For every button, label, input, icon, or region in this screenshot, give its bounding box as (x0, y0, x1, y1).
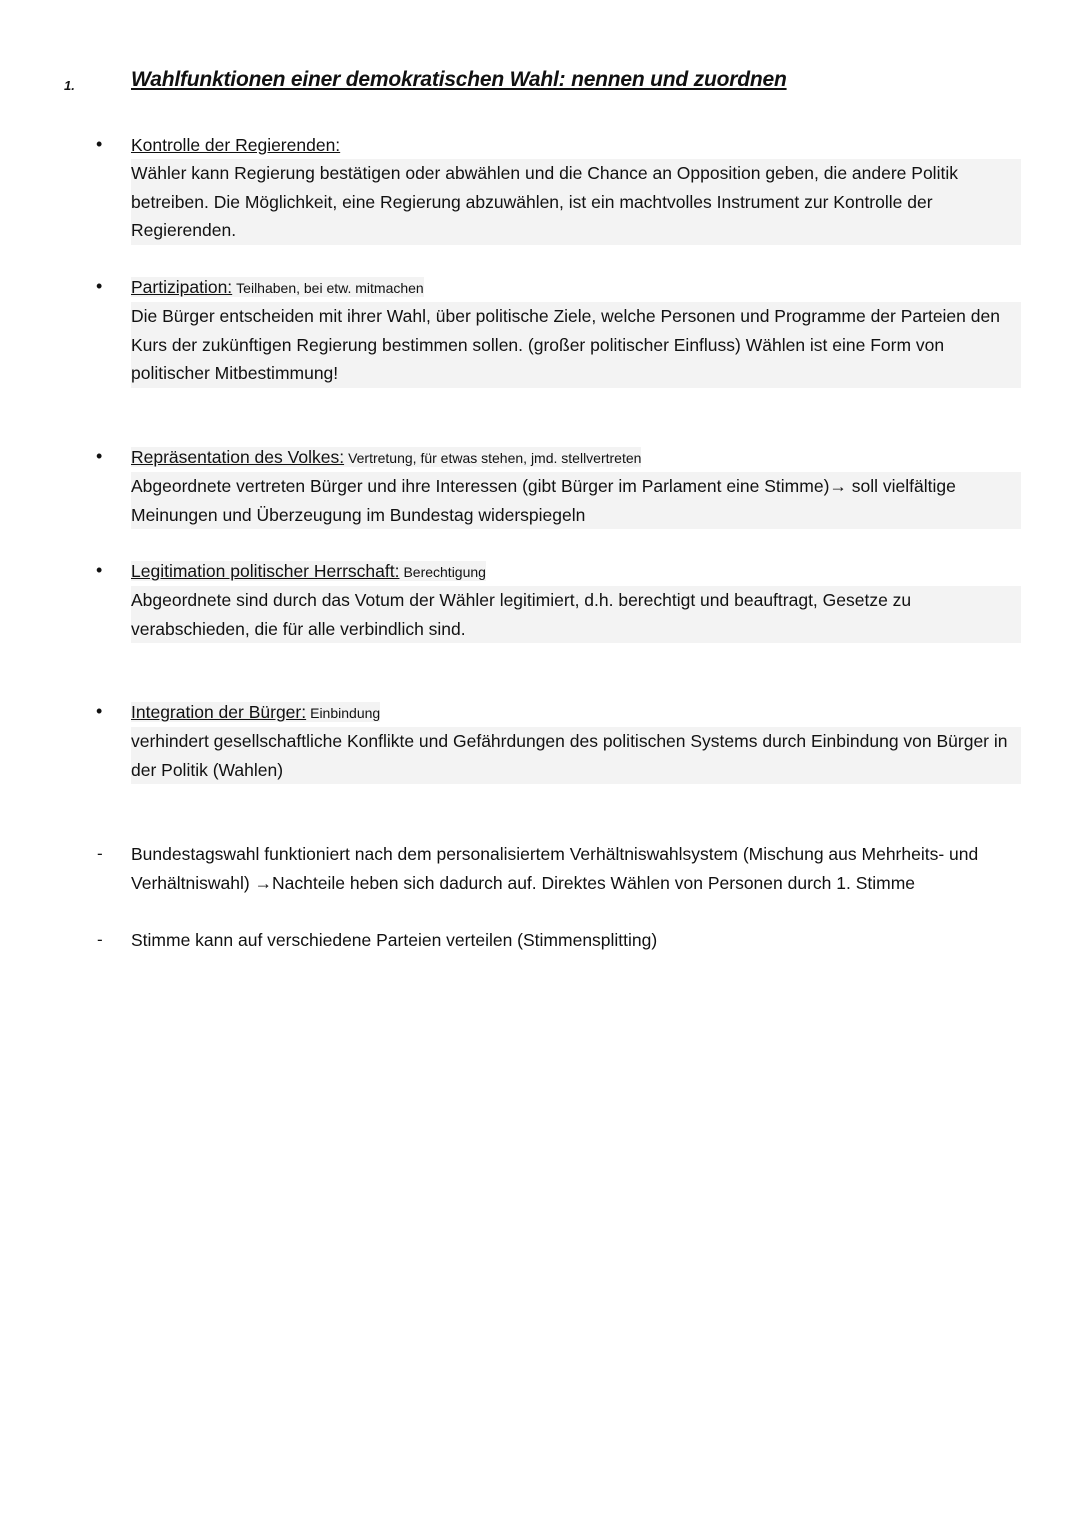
item-sub: Berechtigung (403, 564, 486, 580)
item-body: Abgeordnete vertreten Bürger und ihre Interessen (gibt Bürger im Parlament eine Stimme)→ soll vielfältige Meinungen und Überzeugung im Bundestag widerspiegeln (131, 472, 1021, 529)
list-item-repraesentation (96, 443, 1021, 529)
item-heading (131, 698, 1021, 727)
item-heading (131, 131, 1021, 159)
note-bundestagswahl (97, 840, 991, 897)
bullet-icon: • (96, 446, 103, 466)
note-text: Stimme kann auf verschiedene Parteien verteilen (Stimmensplitting) (131, 930, 658, 950)
bullet-icon: • (96, 134, 103, 154)
item-heading (131, 273, 1021, 302)
list-item-integration (96, 698, 1021, 784)
note-text: Bundestagswahl funktioniert nach dem personalisiertem Verhältniswahlsystem (Mischung aus Mehrheits- und Verhältniswahl) →Nachteile heben sich dadurch auf. Direktes Wählen von Personen durch 1. Stimme (131, 844, 979, 893)
bullet-icon: • (96, 560, 103, 580)
dash-marker: - (97, 844, 103, 863)
note-stimmensplitting (97, 926, 1021, 955)
dash-marker: - (97, 930, 103, 949)
item-sub: Teilhaben, bei etw. mitmachen (236, 280, 424, 296)
item-body: Wähler kann Regierung bestätigen oder abwählen und die Chance an Opposition geben, die andere Politik betreiben. Die Möglichkeit, eine Regierung abzuwählen, ist ein machtvolles Instrument zur Kontrolle der Regierenden. (131, 159, 1021, 245)
item-sub: Einbindung (310, 705, 381, 721)
section-number: 1. (64, 78, 75, 93)
list-item-legitimation (96, 557, 1021, 643)
bullet-icon: • (96, 701, 103, 721)
item-label: Repräsentation des Volkes: (131, 447, 345, 467)
page-title: Wahlfunktionen einer demokratischen Wahl: nennen und zuordnen (131, 68, 787, 91)
item-label: Legitimation politischer Herrschaft: (131, 561, 400, 581)
item-heading (131, 557, 1021, 586)
bullet-icon: • (96, 276, 103, 296)
list-item-kontrolle (96, 131, 1021, 245)
item-label: Integration der Bürger: (131, 702, 307, 722)
list-item-partizipation (96, 273, 1021, 388)
item-heading (131, 443, 1021, 472)
item-sub: Vertretung, für etwas stehen, jmd. stellvertreten (348, 450, 642, 466)
item-body: verhindert gesellschaftliche Konflikte und Gefährdungen des politischen Systems durch Einbindung von Bürger in der Politik (Wahlen) (131, 727, 1021, 784)
item-label: Partizipation: (131, 277, 233, 297)
item-label: Kontrolle der Regierenden: (131, 135, 341, 155)
item-body: Abgeordnete sind durch das Votum der Wähler legitimiert, d.h. berechtigt und beauftragt, Gesetze zu verabschieden, die für alle verbindlich sind. (131, 586, 1021, 643)
item-body: Die Bürger entscheiden mit ihrer Wahl, über politische Ziele, welche Personen und Programme der Parteien den Kurs der zukünftigen Regierung bestimmen sollen. (großer politischer Einfluss) Wählen ist eine Form von politischer Mitbestimmung! (131, 302, 1021, 388)
